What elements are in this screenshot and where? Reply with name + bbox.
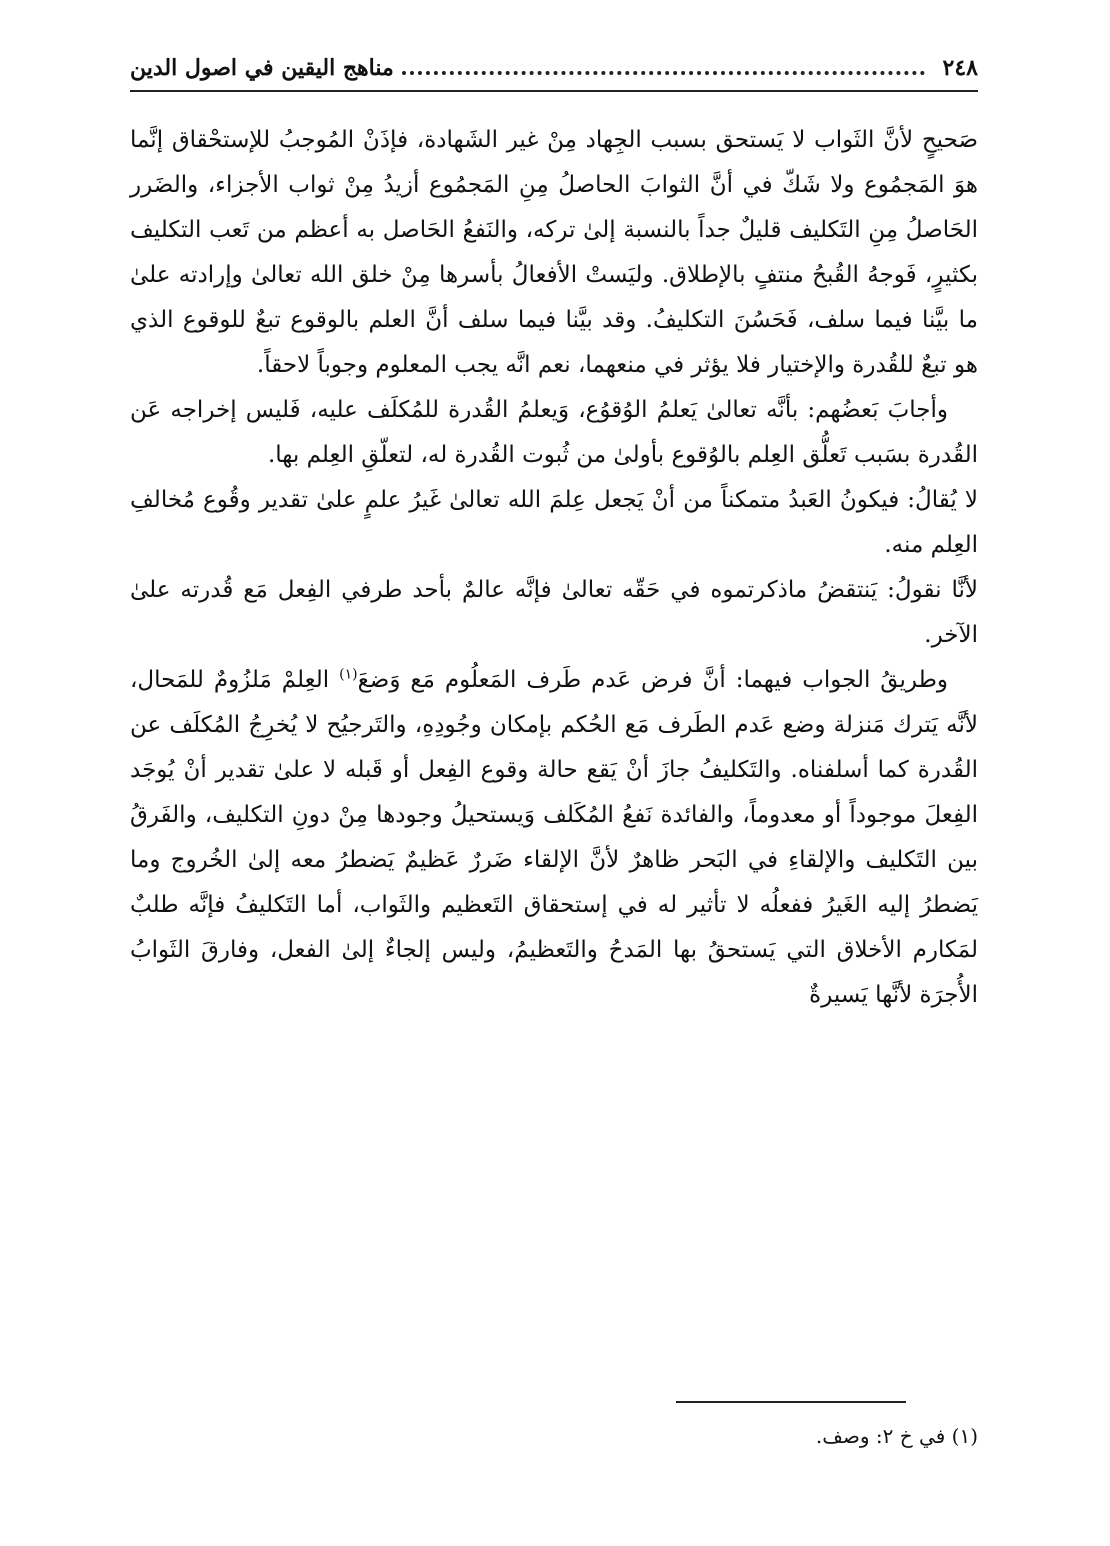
paragraph-3: لا يُقالُ: فيكونُ العَبدُ متمكناً من أنْ يَجعل عِلمَ الله تعالىٰ غَيرُ علمٍ علىٰ تقدير وقُوع مُخالفِ العِلم منه. — [130, 487, 978, 558]
book-title: مناهج اليقين في اصول الدين — [130, 55, 394, 81]
footnote-reference[interactable]: (١) — [339, 666, 358, 683]
paragraph-5-part-1: وطريقُ الجواب فيهما: أنَّ فرض عَدم طَرف المَعلُوم مَع وَضعَ — [357, 667, 948, 693]
paragraph-2: وأجابَ بَعضُهم: بأنَّه تعالىٰ يَعلمُ الوُقوُع، وَيعلمُ القُدرة للمُكلَف عليه، فَليس إخراجه عَن القُدرة بسَبب تَعلُّق العِلم بالوُقوع بأولىٰ من ثُبوت القُدرة له، لتعلّقِ العِلم بها. — [130, 397, 978, 468]
running-header — [130, 46, 978, 92]
paragraph-5 — [130, 658, 978, 1018]
paragraph-5-part-2: العِلمْ مَلزُومٌ للمَحال، لأنَّه يَترك مَنزلة وضع عَدم الطَرف مَع الحُكم بإمكان وجُودِهِ، والتَرجيُح لا يُخرِجُ المُكلَف عن القُدرة كما أسلفناه. والتَكليفُ جازَ أنْ يَقع حالة وقوع الفِعل أو قَبله لا علىٰ تقدير أنْ يُوجَد الفِعلَ موجوداً أو معدوماً، والفائدة نَفعُ المُكَلف وَيستحيلُ وجودها مِنْ دونِ التكليف، والفَرقُ بين التَكليف والإلقاءِ في البَحر ظاهرٌ لأنَّ الإلقاء ضَررٌ عَظيمٌ يَضطرُ معه إلىٰ الخُروج وما يَضطرُ إليه الغَيرُ ففعلُه لا تأثير له في إستحقاق التَعظيم والثَواب، أما التَكليفُ فإنَّه طلبٌ لمَكارم الأخلاق التي يَستحقُ بها المَدحُ والتَعظيمُ، وليس إلجاءٌ إلىٰ الفعل، وفارقَ الثَوابُ الأُجرَة لأنَّها يَسيرةٌ — [130, 667, 978, 1008]
footnote-1: (١) في خ ٢: وصف. — [815, 1424, 978, 1448]
paragraph-4: لأنَّا نقولُ: يَنتقضُ ماذكرتموه في حَقّه تعالىٰ فإنَّه عالمٌ بأحد طرفي الفِعل مَع قُدرته علىٰ الآخر. — [130, 577, 978, 648]
page-number: ٢٤٨ — [942, 55, 978, 81]
leader-dots — [402, 69, 925, 75]
paragraph-1: صَحيحٍ لأنَّ الثَواب لا يَستحق بسبب الجِهاد مِنْ غير الشَهادة، فإذَنْ المُوجبُ للإستحْقاق إنَّما هوَ المَجمُوع ولا شَكّ في أنَّ الثوابَ الحاصلُ مِنِ المَجمُوع أزيدُ مِنْ ثواب الأجزاء، والضَرر الحَاصلُ مِنِ التَكليف قليلٌ جداً بالنسبة إلىٰ تركه، والنَفعُ الحَاصل به أعظم من تَعب التكليف بكثيرٍ، فَوجهُ القُبحُ منتفٍ بالإطلاق. وليَستْ الأفعالُ بأسرها مِنْ خلق الله تعالىٰ وإرادته علىٰ ما بيَّنا فيما سلف، فَحَسُنَ التكليفُ. وقد بيَّنا فيما سلف أنَّ العلم بالوقوع تبعٌ للوقوع الذي هو تبعٌ للقُدرة والإختيار فلا يؤثر في منعهما، نعم انَّه يجب المعلوم وجوباً لاحقاً. — [130, 127, 978, 378]
main-text — [130, 118, 978, 1018]
footnote-separator — [676, 1401, 906, 1403]
